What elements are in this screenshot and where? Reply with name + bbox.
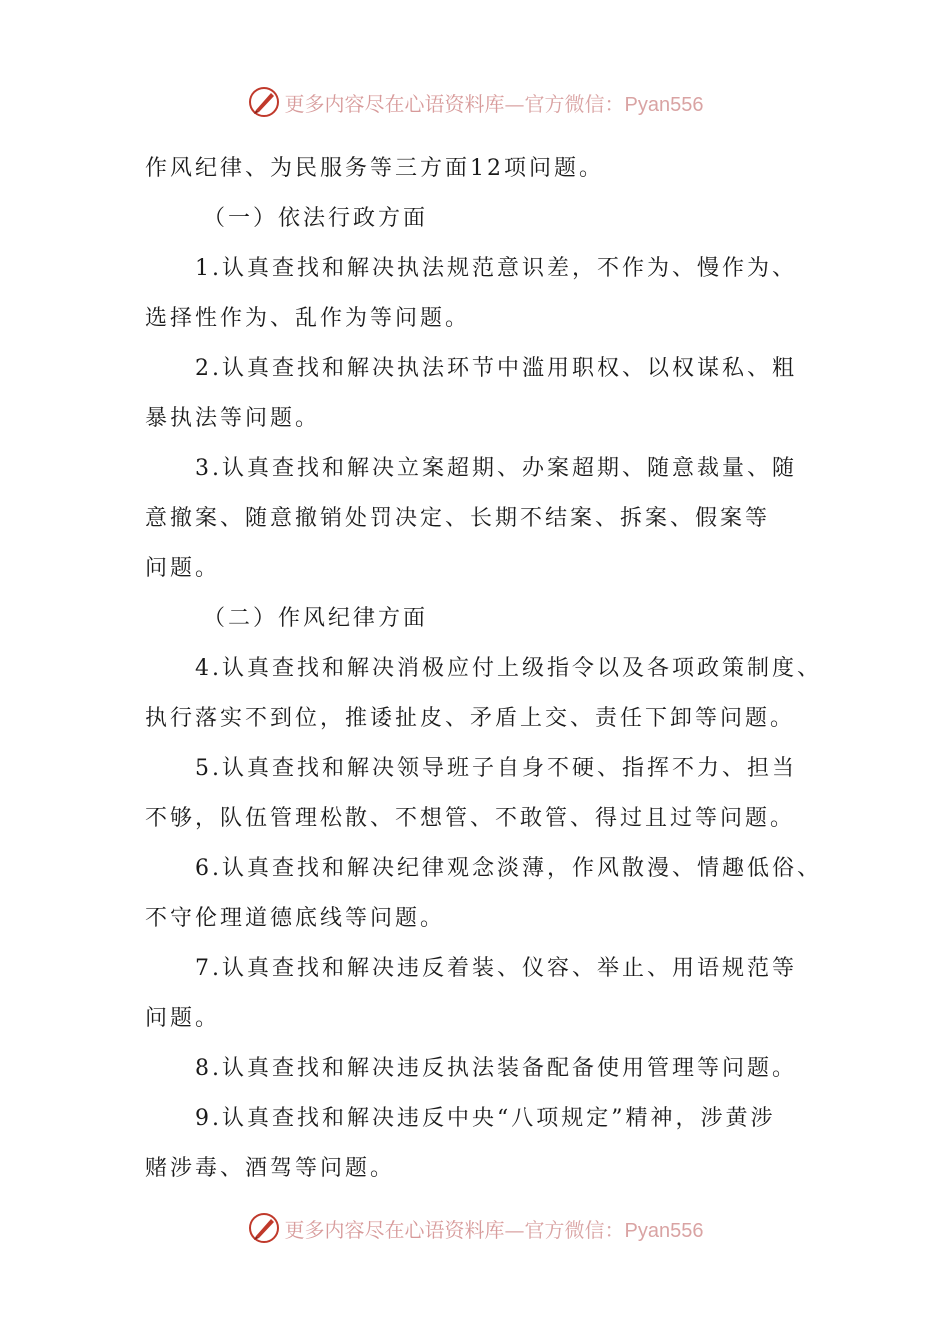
footer-watermark (0, 1208, 950, 1248)
quill-pen-seal-icon (247, 85, 281, 119)
watermark-dash: — (504, 91, 525, 116)
header-watermark (0, 82, 950, 122)
text-line: 赌涉毒、酒驾等问题。 (145, 1156, 396, 1181)
text-line: 8.认真查找和解决违反执法装备配备使用管理等问题。 (195, 1056, 797, 1081)
watermark-brand-text: 更多内容尽在心语资料库 (284, 1217, 505, 1242)
text-line: 问题。 (145, 1006, 221, 1031)
text-line: 不守伦理道德底线等问题。 (145, 906, 446, 931)
watermark-brand-text: 更多内容尽在心语资料库 (284, 91, 505, 116)
text-line: 5.认真查找和解决领导班子自身不硬、指挥不力、担当 (195, 756, 797, 781)
text-line: 暴执法等问题。 (145, 406, 321, 431)
watermark-contact-label: 官方微信： (524, 1217, 625, 1242)
text-line: 问题。 (145, 556, 221, 581)
watermark-contact-label: 官方微信： (524, 91, 625, 116)
text-line: 1.认真查找和解决执法规范意识差，不作为、慢作为、 (195, 256, 797, 281)
text-line: 3.认真查找和解决立案超期、办案超期、随意裁量、随 (195, 456, 797, 481)
watermark-wechat-id: Pyan556 (624, 93, 704, 116)
text-line: 意撤案、随意撤销处罚决定、长期不结案、拆案、假案等 (145, 506, 771, 531)
section-heading-work-style: （二）作风纪律方面 (203, 606, 429, 631)
text-line: 执行落实不到位，推诿扯皮、矛盾上交、责任下卸等问题。 (145, 706, 796, 731)
text-line: 不够，队伍管理松散、不想管、不敢管、得过且过等问题。 (145, 806, 796, 831)
section-heading-law-enforcement: （一）依法行政方面 (203, 206, 429, 231)
watermark-wechat-id: Pyan556 (624, 1219, 704, 1242)
text-line: 4.认真查找和解决消极应付上级指令以及各项政策制度、 (195, 656, 822, 681)
document-body (145, 144, 825, 1194)
text-line: 6.认真查找和解决纪律观念淡薄，作风散漫、情趣低俗、 (195, 856, 822, 881)
text-line: 选择性作为、乱作为等问题。 (145, 306, 471, 331)
watermark-dash: — (504, 1217, 525, 1242)
text-line: 9.认真查找和解决违反中央“八项规定”精神，涉黄涉 (195, 1106, 776, 1131)
quill-pen-seal-icon (247, 1211, 281, 1245)
text-line: 7.认真查找和解决违反着装、仪容、举止、用语规范等 (195, 956, 797, 981)
text-line: 作风纪律、为民服务等三方面12项问题。 (145, 156, 604, 181)
text-line: 2.认真查找和解决执法环节中滥用职权、以权谋私、粗 (195, 356, 797, 381)
